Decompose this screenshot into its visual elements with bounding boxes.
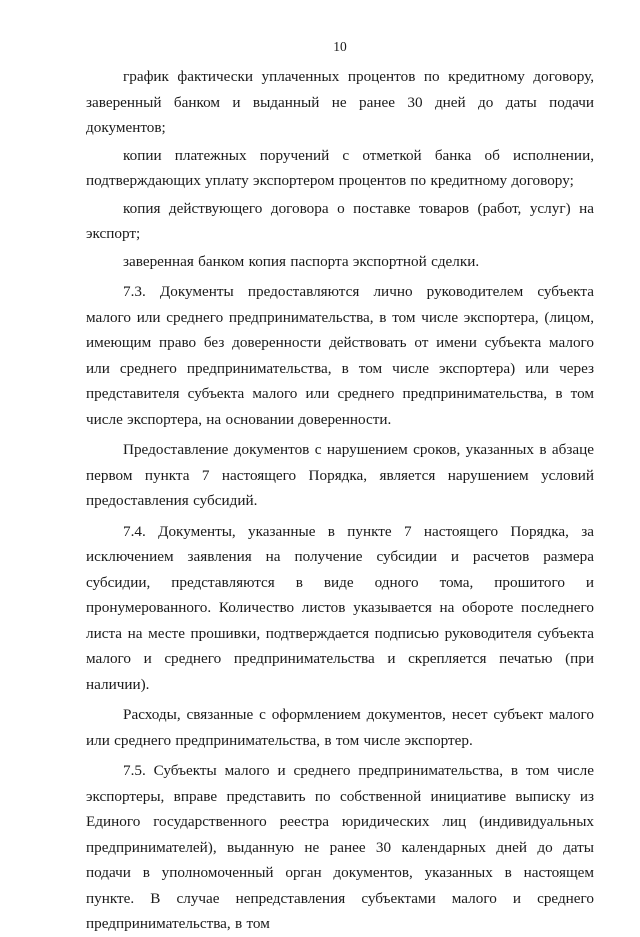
paragraph-deadline-violation: Предоставление документов с нарушением сроков, указанных в абзаце первом пункта 7 настоящего Порядка, является нарушением условий предоставления субсидий. xyxy=(86,441,594,509)
paragraph-repayment-schedule: график фактически уплаченных процентов по кредитному договору, заверенный банком и выданный не ранее 30 дней до даты подачи документов; xyxy=(86,68,594,136)
paragraph-clause-7-3: 7.3. Документы предоставляются лично руководителем субъекта малого или среднего предпринимательства, в том числе экспортера, (лицом, имеющим право без доверенности действовать от имени субъекта малого или среднего предпринимательства, в том числе экспортера) или через представителя субъекта малого или среднего предпринимательства, в том числе экспортера, на основании доверенности. xyxy=(86,283,594,428)
paragraph-clause-7-5: 7.5. Субъекты малого и среднего предпринимательства, в том числе экспортеры, вправе представить по собственной инициативе выписку из Единого государственного реестра юридических лиц (индивидуальных предпринимателей), выданную не ранее 30 календарных дней до даты подачи в уполномоченный орган документов, указанных в настоящем пункте. В случае непредставления субъектами малого и среднего предпринимательства, в том xyxy=(86,762,594,932)
page-number: 10 xyxy=(333,39,347,54)
paragraph-export-passport: заверенная банком копия паспорта экспортной сделки. xyxy=(123,252,480,270)
paragraph-supply-contract: копия действующего договора о поставке товаров (работ, услуг) на экспорт; xyxy=(86,199,594,242)
document-body xyxy=(86,64,594,937)
paragraph-clause-7-4: 7.4. Документы, указанные в пункте 7 настоящего Порядка, за исключением заявления на получение субсидии и расчетов размера субсидии, представляются в виде одного тома, прошитого и пронумерованного. Количество листов указывается на обороте последнего листа на месте прошивки, подтверждается подписью руководителя субъекта малого и среднего предпринимательства и скрепляется печатью (при наличии). xyxy=(86,522,594,693)
paragraph-payment-orders: копии платежных поручений с отметкой банка об исполнении, подтверждающих уплату экспортером процентов по кредитному договору; xyxy=(86,146,594,189)
paragraph-expenses: Расходы, связанные с оформлением документов, несет субъект малого или среднего предпринимательства, в том числе экспортер. xyxy=(86,706,594,749)
